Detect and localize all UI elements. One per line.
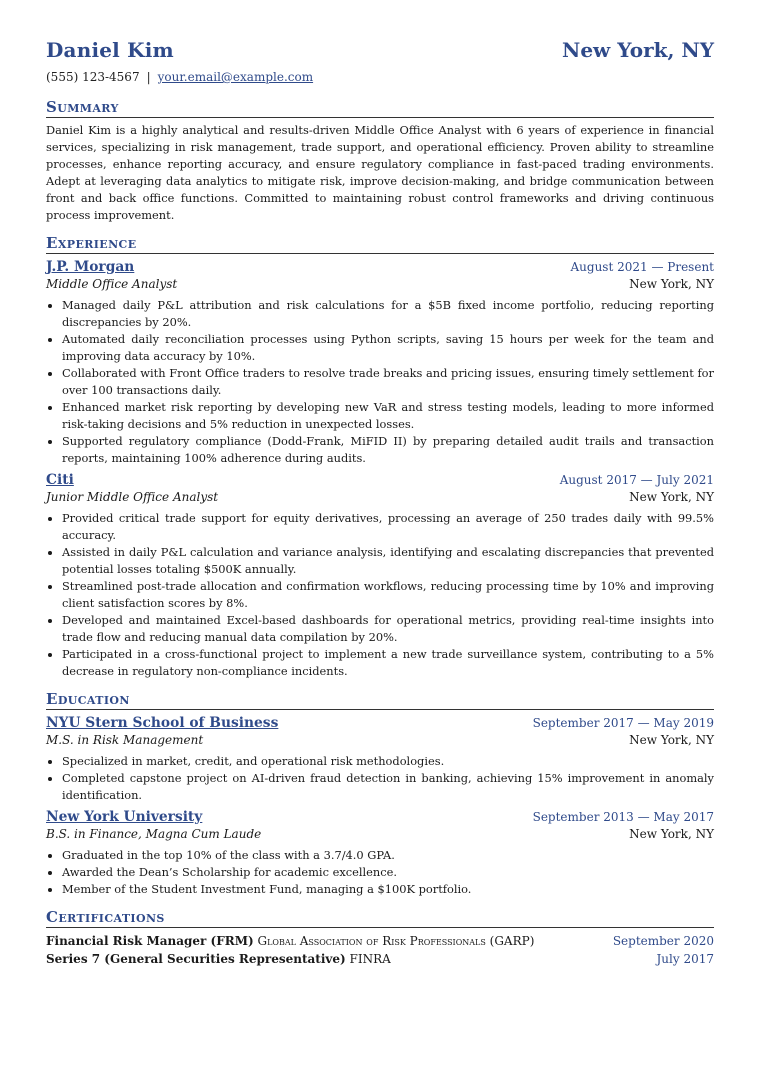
bullet-item: • Awarded the Dean’s Scholarship for academic excellence. [62,864,714,881]
entry-header [46,258,714,276]
bullet-item: • Managed daily P&L attribution and risk calculations for a $5B fixed income portfolio, reducing reporting discrepancies by 20%. [62,297,714,331]
bullet-item: • Graduated in the top 10% of the class with a 3.7/4.0 GPA. [62,847,714,864]
phone-number: (555) 123-4567 [46,70,140,84]
entry [46,714,714,804]
entry-role: Junior Middle Office Analyst [46,490,219,504]
bullet-item: • Completed capstone project on AI-driven fraud detection in banking, achieving 15% improvement in anomaly identification. [62,770,714,804]
entry-subheader [46,276,714,293]
bullet-item: • Specialized in market, credit, and operational risk methodologies. [62,753,714,770]
bullet-list [46,510,714,680]
organization-link[interactable]: New York University [46,809,203,825]
certification-issuer: FINRA [349,952,391,966]
experience-list [46,258,714,680]
bullet-item: • Participated in a cross-functional project to implement a new trade surveillance system, contributing to a 5% decrease in regulatory non-compliance incidents. [62,646,714,680]
entry-header [46,808,714,826]
bullet-list [46,297,714,467]
organization-link[interactable]: J.P. Morgan [46,259,135,275]
entry-role: Middle Office Analyst [46,277,178,291]
bullet-item: • Enhanced market risk reporting by developing new VaR and stress testing models, leading to more informed risk-taking decisions and 5% reduction in unexpected losses. [62,399,714,433]
certification-name: Financial Risk Manager (FRM) [46,934,254,948]
summary-heading: Summary [46,98,714,118]
certification-row [46,950,714,968]
contact-separator: | [146,70,151,84]
bullet-item: • Collaborated with Front Office traders to resolve trade breaks and pricing issues, ensuring timely settlement for over 100 transactions daily. [62,365,714,399]
entry-location: New York, NY [629,827,714,841]
entry-dates: September 2013 — May 2017 [532,810,714,824]
organization-link[interactable]: Citi [46,472,74,488]
experience-heading: Experience [46,234,714,254]
bullet-list [46,753,714,804]
entry-role: M.S. in Risk Management [46,733,204,747]
organization-link[interactable]: NYU Stern School of Business [46,715,279,731]
certifications-list [46,932,714,968]
entry-dates: September 2017 — May 2019 [532,716,714,730]
education-heading: Education [46,690,714,710]
entry-subheader [46,732,714,749]
certification-info [46,932,534,950]
certification-date: July 2017 [656,952,714,966]
certification-row [46,932,714,950]
bullet-item: • Automated daily reconciliation processes using Python scripts, saving 15 hours per week for the team and improving data accuracy by 10%. [62,331,714,365]
entry-location: New York, NY [629,277,714,291]
summary-text: Daniel Kim is a highly analytical and results-driven Middle Office Analyst with 6 years of experience in financial services, specializing in risk management, trade support, and operational efficiency. Proven ability to streamline processes, enhance reporting accuracy, and ensure regulatory compliance in fast-paced trading environments. Adept at leveraging data analytics to mitigate risk, improve decision-making, and bridge communication between front and back office functions. Committed to maintaining robust control frameworks and driving continuous process improvement. [46,123,714,222]
bullet-item: • Provided critical trade support for equity derivatives, processing an average of 250 trades daily with 99.5% accuracy. [62,510,714,544]
bullet-item: • Supported regulatory compliance (Dodd-Frank, MiFID II) by preparing detailed audit trails and transaction reports, maintaining 100% adherence during audits. [62,433,714,467]
entry-header [46,714,714,732]
candidate-location: New York, NY [562,38,714,62]
education-list [46,714,714,898]
entry [46,258,714,467]
contact-line [46,70,714,88]
email-link[interactable]: your.email@example.com [157,70,314,84]
resume-header [46,38,714,68]
bullet-item: • Assisted in daily P&L calculation and variance analysis, identifying and escalating discrepancies that prevented potential losses totaling $500K annually. [62,544,714,578]
entry-dates: August 2021 — Present [570,260,714,274]
entry-location: New York, NY [629,490,714,504]
entry-location: New York, NY [629,733,714,747]
certifications-heading: Certifications [46,908,714,928]
bullet-list [46,847,714,898]
entry-subheader [46,826,714,843]
entry-dates: August 2017 — July 2021 [559,473,714,487]
entry-role: B.S. in Finance, Magna Cum Laude [46,827,262,841]
certification-name: Series 7 (General Securities Representative) [46,952,346,966]
entry-header [46,471,714,489]
entry [46,808,714,898]
certification-info [46,950,391,968]
candidate-name: Daniel Kim [46,38,174,62]
certification-issuer: Global Association of Risk Professionals (GARP) [257,934,535,948]
entry [46,471,714,680]
bullet-item: • Developed and maintained Excel-based dashboards for operational metrics, providing real-time insights into trade flow and reducing manual data compilation by 20%. [62,612,714,646]
certification-date: September 2020 [612,934,714,948]
bullet-item: • Streamlined post-trade allocation and confirmation workflows, reducing processing time by 10% and improving client satisfaction scores by 8%. [62,578,714,612]
entry-subheader [46,489,714,506]
bullet-item: • Member of the Student Investment Fund, managing a $100K portfolio. [62,881,714,898]
